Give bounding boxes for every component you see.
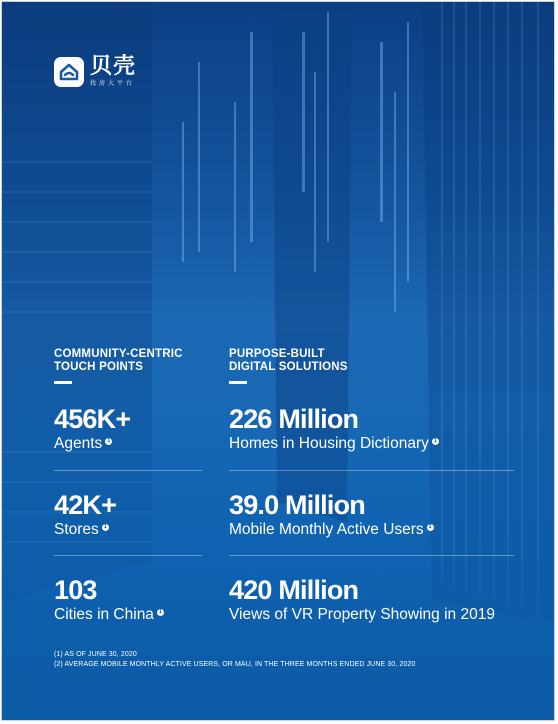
brand-name: 贝壳 — [90, 53, 137, 78]
footnotes — [54, 650, 415, 670]
stat-value: 226 Million — [229, 404, 359, 434]
stat-label-text: Homes in Housing Dictionary — [229, 435, 429, 452]
stat-agents — [54, 404, 130, 453]
stat-label-text: Agents — [54, 435, 103, 452]
infographic-card — [2, 2, 554, 720]
stat-homes — [229, 404, 439, 453]
stat-vr-views — [229, 575, 495, 624]
stat-cities — [54, 575, 164, 624]
footnote-marker: 2 — [427, 524, 434, 531]
stat-value: 39.0 Million — [229, 490, 365, 520]
brand-tagline: 找房大平台 — [90, 81, 136, 87]
stat-label — [54, 606, 164, 624]
community-column — [54, 348, 204, 623]
column-title-line: COMMUNITY-CENTRIC — [54, 348, 183, 360]
stat-label — [229, 435, 439, 453]
stat-label — [229, 606, 495, 624]
stat-label-text: Views of VR Property Showing in 2019 — [229, 606, 495, 623]
separator-line — [54, 555, 202, 556]
column-title-line: DIGITAL SOLUTIONS — [229, 361, 348, 373]
column-title-line: TOUCH POINTS — [54, 361, 144, 373]
house-icon — [58, 61, 80, 83]
column-title-line: PURPOSE-BUILT — [229, 348, 325, 360]
digital-column — [229, 348, 519, 623]
title-dash — [229, 381, 247, 384]
stat-value: 42K+ — [54, 490, 117, 520]
stat-label — [54, 521, 116, 539]
footnote-text: (1) AS OF JUNE 30, 2020 — [54, 651, 137, 658]
logo-badge — [54, 57, 84, 87]
footnote-marker: 1 — [102, 524, 109, 531]
stat-value: 456K+ — [54, 404, 131, 434]
separator-line — [54, 470, 202, 471]
separator-line — [229, 555, 514, 556]
digital-column-title — [229, 348, 519, 374]
stat-label-text: Stores — [54, 521, 99, 538]
logo-text — [90, 55, 136, 88]
footnote-marker: 1 — [432, 438, 439, 445]
footnote-text: (2) AVERAGE MOBILE MONTHLY ACTIVE USERS, OR MAU, IN THE THREE MONTHS ENDED JUNE 30, 2020 — [54, 661, 416, 668]
stat-label — [54, 435, 130, 453]
footnote-marker: 1 — [157, 609, 164, 616]
stat-label-text: Mobile Monthly Active Users — [229, 521, 424, 538]
separator-line — [229, 470, 514, 471]
stat-value: 420 Million — [229, 575, 359, 605]
stat-stores — [54, 490, 116, 539]
stat-label — [229, 521, 434, 539]
stat-mau — [229, 490, 434, 539]
community-column-title — [54, 348, 204, 374]
footnote-marker: 1 — [105, 438, 112, 445]
stat-label-text: Cities in China — [54, 606, 154, 623]
title-dash — [54, 381, 72, 384]
brand-logo — [54, 55, 136, 88]
stat-value: 103 — [54, 575, 97, 605]
